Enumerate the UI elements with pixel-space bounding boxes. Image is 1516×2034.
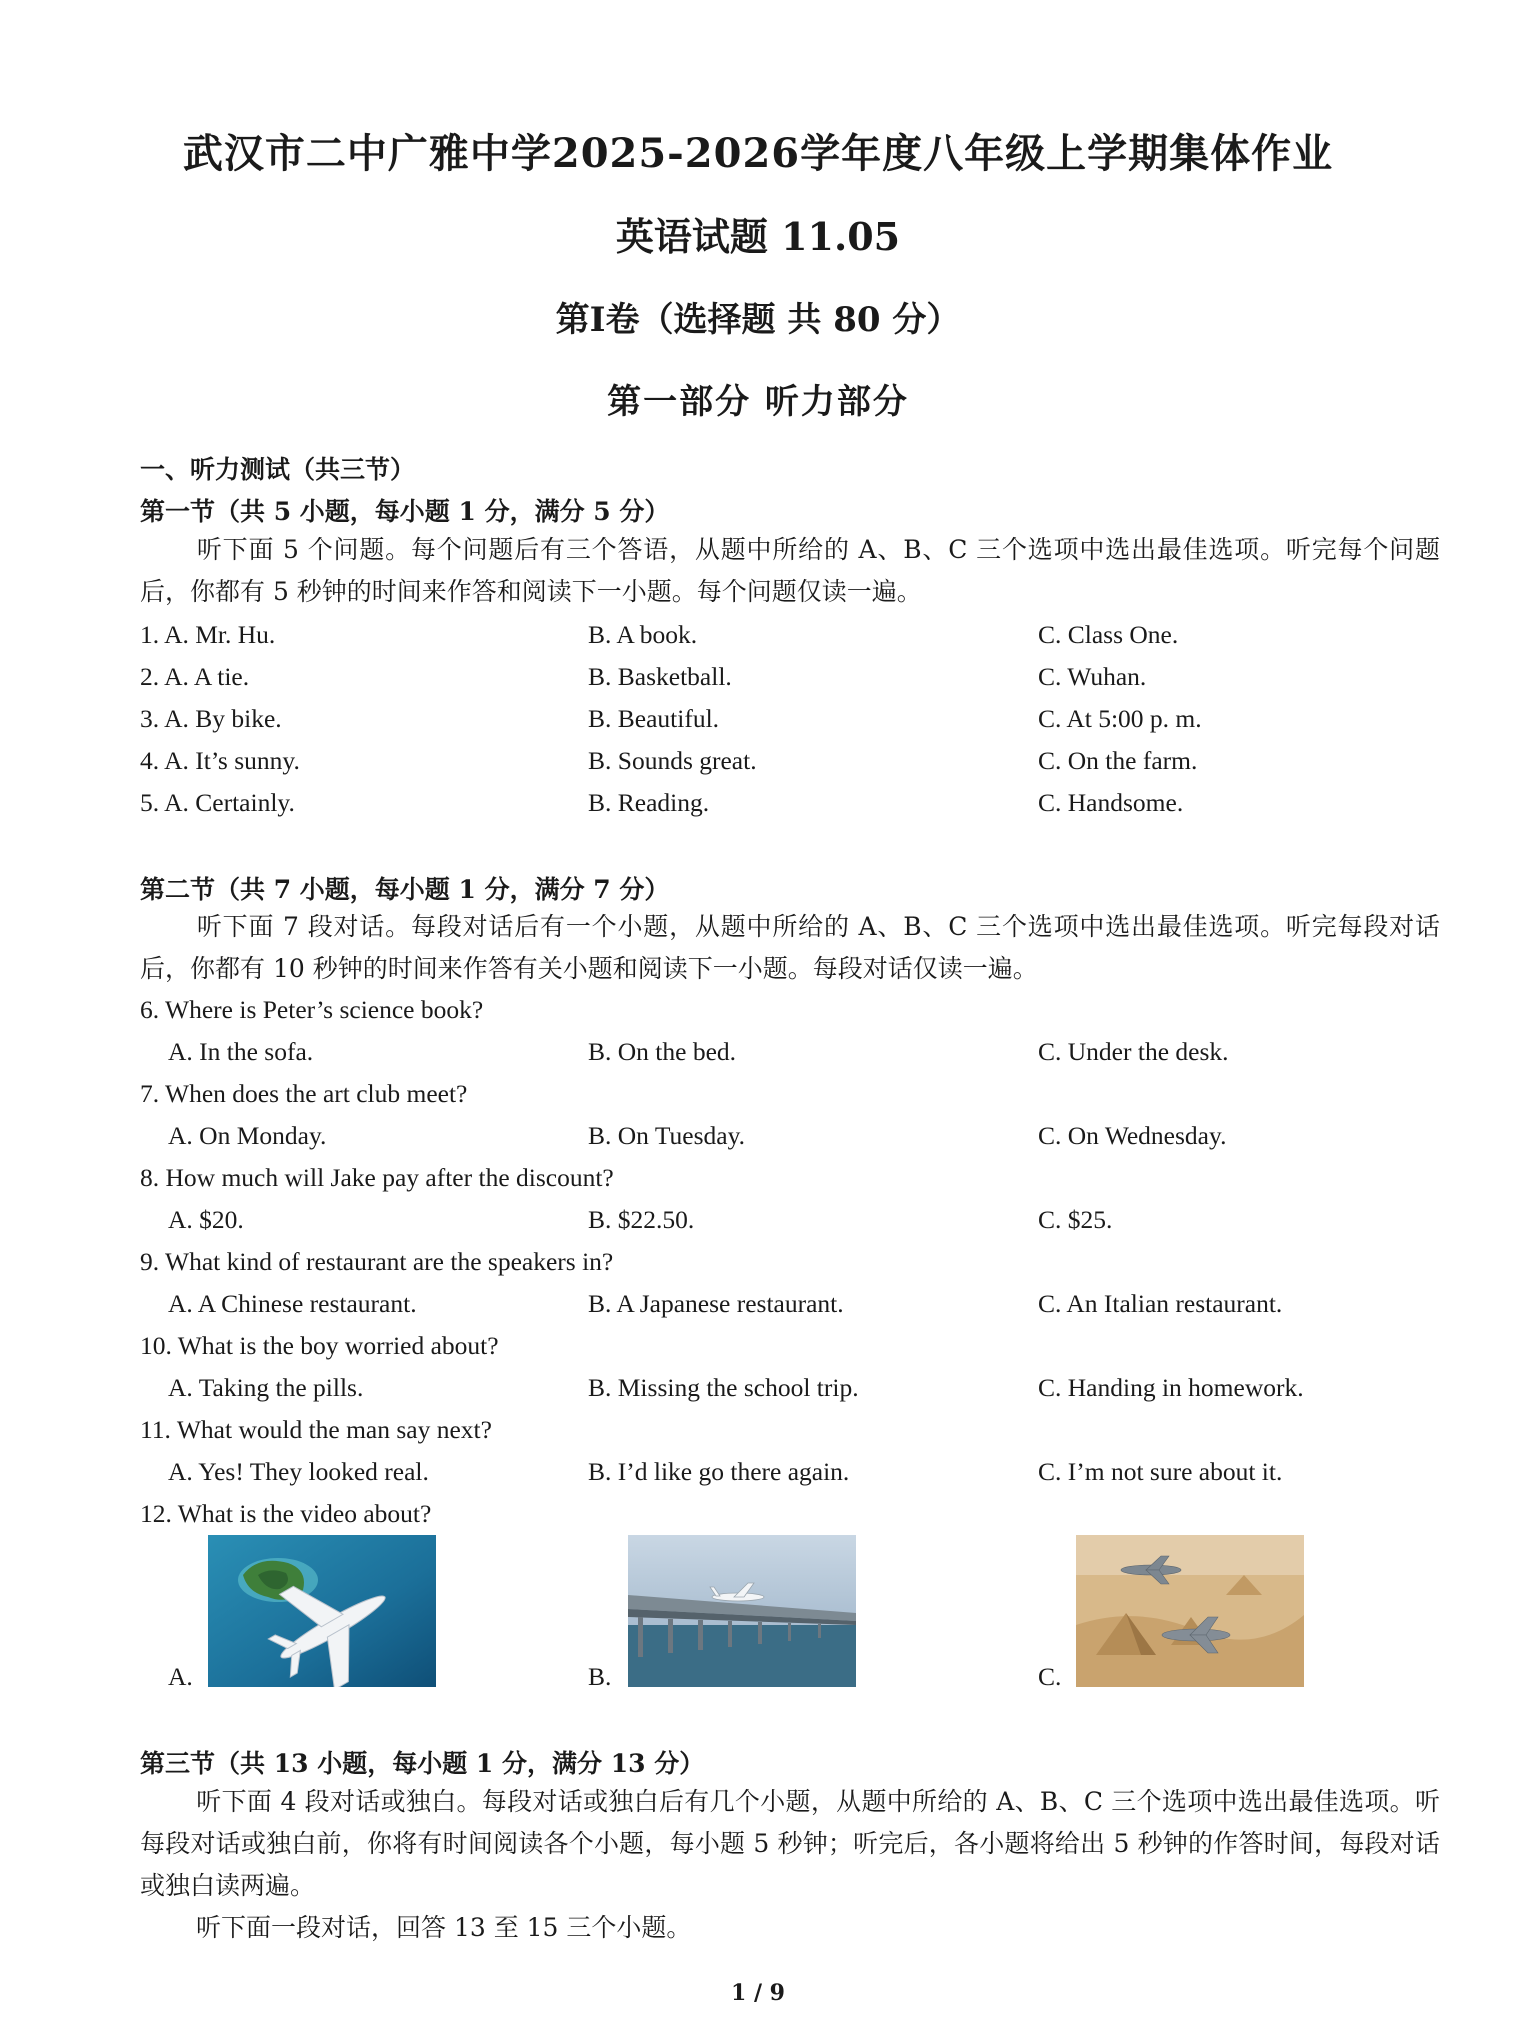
exam-title: 武汉市二中广雅中学2025-2026学年度八年级上学期集体作业 [182, 130, 1334, 177]
page-number: 1 / 9 [731, 1980, 785, 2006]
q12-option-c-image [1076, 1535, 1304, 1687]
jets-over-pyramids-icon [1076, 1535, 1304, 1687]
q12-option-b-image [628, 1535, 856, 1687]
section3-heading: 第三节（共 13 小题，每小题 1 分，满分 13 分） [140, 1749, 705, 1778]
airplane-over-island-icon [208, 1535, 436, 1687]
part-title: 第一部分 听力部分 [607, 382, 909, 422]
q3-option-a: 3. A. By bike. [140, 704, 282, 733]
q2-option-a: 2. A. A tie. [140, 662, 250, 691]
q1-option-b: B. A book. [588, 620, 698, 649]
q6-stem: 6. Where is Peter’s science book? [140, 995, 484, 1024]
q12-stem: 12. What is the video about? [140, 1499, 432, 1528]
q1-option-c: C. Class One. [1038, 620, 1179, 649]
q10-stem: 10. What is the boy worried about? [140, 1331, 499, 1360]
q5-option-a: 5. A. Certainly. [140, 788, 295, 817]
q2-option-b: B. Basketball. [588, 662, 732, 691]
q9-option-a: A. A Chinese restaurant. [168, 1289, 417, 1318]
section3-instructions: 听下面 4 段对话或独白。每段对话或独白后有几个小题，从题中所给的 A、B、C 三个选项中选出最佳选项。听每段对话或独白前，你将有时间阅读各个小题，每小题 5 秒钟；听完后，各小题将给出 5 秒钟的作答时间，每段对话或独白读两遍。 [140, 1787, 1440, 1900]
section1-instructions: 听下面 5 个问题。每个问题后有三个答语，从题中所给的 A、B、C 三个选项中选出最佳选项。听完每个问题后，你都有 5 秒钟的时间来作答和阅读下一小题。每个问题仅读一遍。 [140, 535, 1440, 606]
q8-option-b: B. $22.50. [588, 1205, 695, 1234]
section3-subinstruction: 听下面一段对话，回答 13 至 15 三个小题。 [196, 1913, 692, 1942]
q11-option-b: B. I’d like go there again. [588, 1457, 850, 1486]
q6-option-a: A. In the sofa. [168, 1037, 314, 1066]
section2-heading: 第二节（共 7 小题，每小题 1 分，满分 7 分） [140, 875, 670, 904]
q11-option-a: A. Yes! They looked real. [168, 1457, 429, 1486]
q8-option-a: A. $20. [168, 1205, 244, 1234]
q12-option-c-label: C. [1038, 1662, 1062, 1691]
exam-subtitle: 英语试题 11.05 [615, 214, 901, 259]
airplane-bridge-icon [628, 1535, 856, 1687]
q2-option-c: C. Wuhan. [1038, 662, 1147, 691]
q9-option-b: B. A Japanese restaurant. [588, 1289, 844, 1318]
q8-stem: 8. How much will Jake pay after the discount? [140, 1163, 614, 1192]
volume-title: 第Ⅰ卷（选择题 共 80 分） [555, 300, 961, 340]
q7-stem: 7. When does the art club meet? [140, 1079, 468, 1108]
q10-option-a: A. Taking the pills. [168, 1373, 364, 1402]
part1-heading: 一、听力测试（共三节） [140, 455, 416, 484]
q3-option-b: B. Beautiful. [588, 704, 720, 733]
q7-option-c: C. On Wednesday. [1038, 1121, 1227, 1150]
q7-option-a: A. On Monday. [168, 1121, 327, 1150]
q6-option-c: C. Under the desk. [1038, 1037, 1229, 1066]
q6-option-b: B. On the bed. [588, 1037, 737, 1066]
q4-option-b: B. Sounds great. [588, 746, 757, 775]
section1-heading: 第一节（共 5 小题，每小题 1 分，满分 5 分） [140, 497, 670, 526]
q12-option-a-label: A. [168, 1662, 193, 1691]
q5-option-c: C. Handsome. [1038, 788, 1184, 817]
q8-option-c: C. $25. [1038, 1205, 1113, 1234]
q9-stem: 9. What kind of restaurant are the speakers in? [140, 1247, 614, 1276]
q5-option-b: B. Reading. [588, 788, 710, 817]
q12-option-a-image [208, 1535, 436, 1687]
q3-option-c: C. At 5:00 p. m. [1038, 704, 1202, 733]
q11-option-c: C. I’m not sure about it. [1038, 1457, 1283, 1486]
q10-option-b: B. Missing the school trip. [588, 1373, 859, 1402]
q10-option-c: C. Handing in homework. [1038, 1373, 1304, 1402]
q9-option-c: C. An Italian restaurant. [1038, 1289, 1283, 1318]
q4-option-c: C. On the farm. [1038, 746, 1198, 775]
q1-option-a: 1. A. Mr. Hu. [140, 620, 276, 649]
q4-option-a: 4. A. It’s sunny. [140, 746, 300, 775]
q11-stem: 11. What would the man say next? [140, 1415, 492, 1444]
section2-instructions: 听下面 7 段对话。每段对话后有一个小题，从题中所给的 A、B、C 三个选项中选出最佳选项。听完每段对话后，你都有 10 秒钟的时间来作答有关小题和阅读下一小题。每段对话仅读一遍。 [140, 912, 1440, 983]
q12-option-b-label: B. [588, 1662, 612, 1691]
q7-option-b: B. On Tuesday. [588, 1121, 746, 1150]
